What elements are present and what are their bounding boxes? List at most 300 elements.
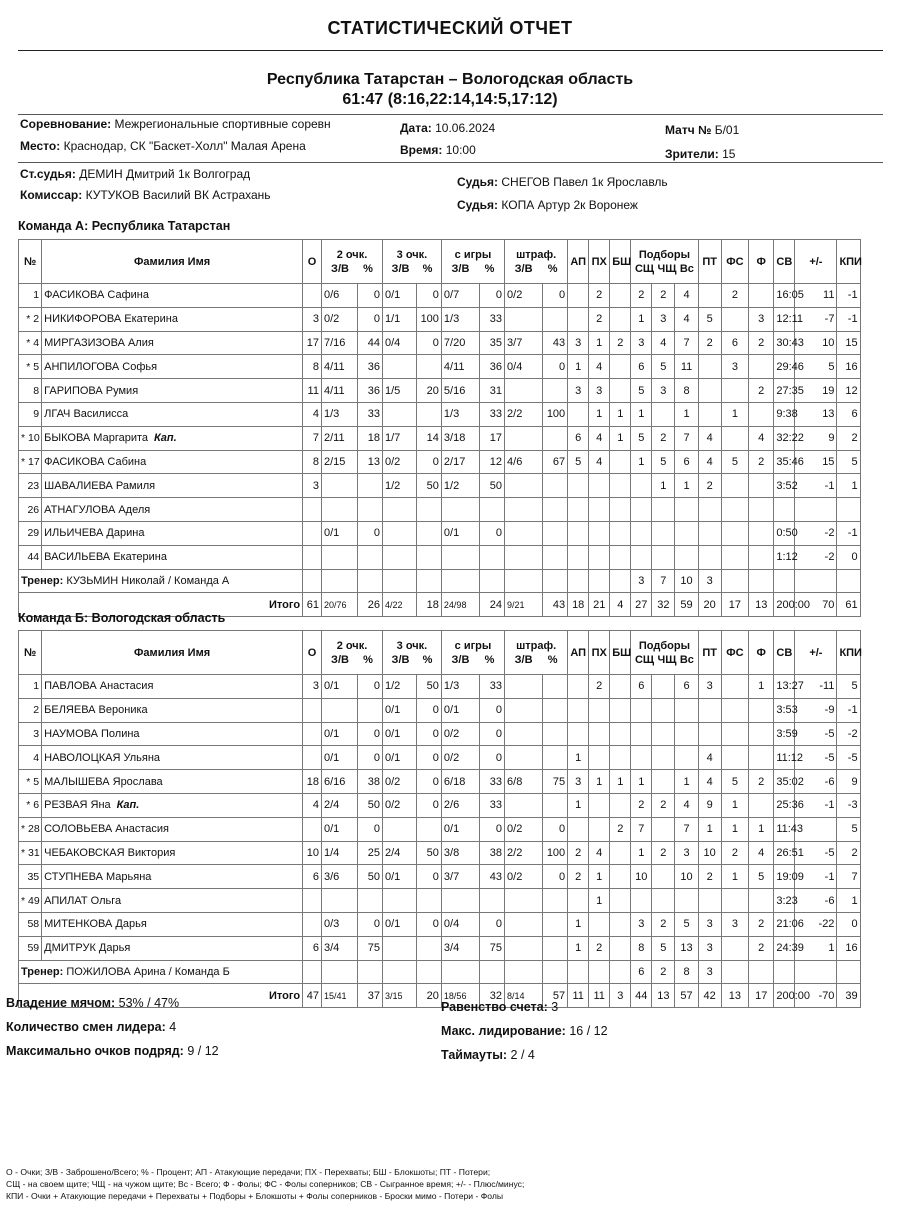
- stat-cell: [749, 474, 774, 498]
- stat-cell: 0: [416, 331, 441, 355]
- stat-cell: 1: [631, 841, 652, 865]
- stat-cell: 0: [542, 355, 567, 379]
- stat-cell: [652, 722, 675, 746]
- stat-cell: 0: [416, 698, 441, 722]
- stat-cell: 0: [357, 307, 382, 331]
- col-header-pf: Ф: [749, 631, 774, 675]
- col-header-blk: БШ: [610, 240, 631, 284]
- stat-cell: 11: [589, 984, 610, 1008]
- player-name-text: АТНАГУЛОВА Аделя: [44, 503, 151, 516]
- max-run: Максимально очков подряд: 9 / 12: [6, 1044, 219, 1058]
- stat-cell: 5: [698, 307, 721, 331]
- stat-cell: 0: [542, 284, 567, 308]
- stat-cell: [441, 960, 479, 984]
- col-header-num: №: [19, 631, 42, 675]
- stat-cell: 3: [631, 912, 652, 936]
- stat-cell: 2: [652, 960, 675, 984]
- stat-cell: 2: [652, 793, 675, 817]
- table-row: [19, 817, 886, 841]
- stat-cell: 2: [749, 770, 774, 794]
- stat-cell: [721, 675, 748, 699]
- stat-cell: [749, 793, 774, 817]
- stat-cell: [479, 545, 504, 569]
- ties: Равенство счета: 3: [441, 1000, 559, 1014]
- stat-cell: 0: [542, 817, 567, 841]
- stat-cell: [383, 545, 417, 569]
- stat-cell: 14: [416, 426, 441, 450]
- stat-cell: [675, 746, 698, 770]
- stat-cell: [610, 698, 631, 722]
- stat-cell: 5: [675, 912, 698, 936]
- stat-cell: [505, 960, 543, 984]
- stat-cell: 8: [303, 450, 322, 474]
- stat-cell: 4/11: [321, 379, 357, 403]
- stat-cell: 3/8: [441, 841, 479, 865]
- stat-cell: [505, 889, 543, 913]
- stat-cell: 36: [479, 355, 504, 379]
- stat-cell: [749, 545, 774, 569]
- stat-cell: 0/1: [321, 722, 357, 746]
- chief-referee: Ст.судья: ДЕМИН Дмитрий 1к Волгоград: [20, 167, 251, 181]
- stat-cell: 0/4: [505, 355, 543, 379]
- stat-cell: [610, 569, 631, 593]
- stat-cell: 0: [416, 793, 441, 817]
- player-name-text: ПАВЛОВА Анастасия: [44, 680, 154, 693]
- stat-cell: 9:38: [774, 402, 795, 426]
- player-name-text: СТУПНЕВА Марьяна: [44, 870, 152, 883]
- stat-cell: 0/2: [505, 817, 543, 841]
- col-header-name: Фамилия Имя: [42, 631, 303, 675]
- col-header-stl: ПХ: [589, 631, 610, 675]
- stat-cell: 11: [568, 984, 589, 1008]
- stat-cell: 4: [589, 450, 610, 474]
- stat-cell: 0: [416, 770, 441, 794]
- stat-cell: [416, 355, 441, 379]
- stat-cell: [589, 722, 610, 746]
- stat-cell: 10: [675, 865, 698, 889]
- stat-cell: 1:12: [774, 545, 795, 569]
- stat-cell: 0: [479, 746, 504, 770]
- stat-cell: [479, 960, 504, 984]
- stat-cell: 32: [479, 984, 504, 1008]
- stat-cell: [303, 284, 322, 308]
- stat-cell: [416, 545, 441, 569]
- stat-cell: 0/3: [321, 912, 357, 936]
- stat-cell: 13: [675, 936, 698, 960]
- stat-cell: 31: [479, 379, 504, 403]
- stat-cell: 43: [479, 865, 504, 889]
- stat-cell: 1: [631, 307, 652, 331]
- stat-cell: [589, 793, 610, 817]
- stat-cell: 100: [416, 307, 441, 331]
- stat-cell: 5: [721, 770, 748, 794]
- col-header-2pt: 2 очк. З/В %: [321, 631, 382, 675]
- stat-cell: [303, 722, 322, 746]
- stat-cell: 1: [589, 865, 610, 889]
- table-row: [19, 426, 886, 450]
- stat-cell: 2: [652, 912, 675, 936]
- stat-cell: [631, 698, 652, 722]
- player-name: [42, 936, 303, 960]
- stat-cell: [416, 569, 441, 593]
- stat-cell: 1: [749, 817, 774, 841]
- table-row: [19, 379, 886, 403]
- player-name-text: БЕЛЯЕВА Вероника: [44, 704, 148, 717]
- stat-cell: 4/22: [383, 593, 417, 617]
- stat-cell: [652, 675, 675, 699]
- table-row: [19, 450, 886, 474]
- stat-cell: [505, 722, 543, 746]
- stat-cell: 0/1: [321, 817, 357, 841]
- player-number: * 5: [19, 770, 42, 794]
- stat-cell: 20: [698, 593, 721, 617]
- stat-cell: 3:53: [774, 698, 795, 722]
- stat-cell: 3: [303, 307, 322, 331]
- stat-cell: 9/21: [505, 593, 543, 617]
- stat-cell: 1: [837, 889, 860, 913]
- stat-cell: 25: [357, 841, 382, 865]
- stat-cell: [542, 474, 567, 498]
- stat-cell: [652, 402, 675, 426]
- stat-cell: [479, 498, 504, 522]
- stat-cell: 13: [357, 450, 382, 474]
- stat-cell: [357, 545, 382, 569]
- stat-cell: [774, 498, 795, 522]
- stat-cell: 3: [721, 355, 748, 379]
- player-name: [42, 746, 303, 770]
- matchup: [0, 70, 900, 110]
- stat-cell: 3: [303, 474, 322, 498]
- col-header-fd: ФС: [721, 631, 748, 675]
- stat-cell: 200:00: [774, 984, 795, 1008]
- stat-cell: 0/1: [383, 722, 417, 746]
- stat-cell: 2: [837, 841, 860, 865]
- stat-cell: 35: [479, 331, 504, 355]
- stat-cell: 4: [749, 426, 774, 450]
- stat-cell: 4: [698, 746, 721, 770]
- stat-cell: 33: [479, 675, 504, 699]
- player-name: [42, 865, 303, 889]
- stat-cell: 42: [698, 984, 721, 1008]
- col-header-rebounds: Подборы СЩ ЧЩ Вс: [631, 240, 698, 284]
- stat-cell: 27: [631, 593, 652, 617]
- player-name: [42, 331, 303, 355]
- col-header-ast: АП: [568, 631, 589, 675]
- stat-cell: 20: [416, 379, 441, 403]
- stat-cell: [610, 307, 631, 331]
- stat-cell: 21:06: [774, 912, 795, 936]
- stat-cell: 4: [675, 284, 698, 308]
- stat-cell: [749, 498, 774, 522]
- table-row: [19, 402, 886, 426]
- stat-cell: 4: [589, 355, 610, 379]
- stat-cell: [416, 936, 441, 960]
- table-row: [19, 889, 886, 913]
- stat-cell: [303, 545, 322, 569]
- stat-cell: 0/2: [321, 307, 357, 331]
- stat-cell: 3/7: [505, 331, 543, 355]
- stat-cell: [721, 936, 748, 960]
- stat-cell: 17: [749, 984, 774, 1008]
- player-name: [42, 355, 303, 379]
- stat-cell: [542, 936, 567, 960]
- stat-cell: [542, 960, 567, 984]
- stat-cell: 1/7: [383, 426, 417, 450]
- stat-cell: 33: [357, 402, 382, 426]
- separator: [18, 114, 883, 115]
- stat-cell: 2: [610, 331, 631, 355]
- stat-cell: [505, 545, 543, 569]
- stat-cell: 3: [698, 960, 721, 984]
- stat-cell: 9: [837, 770, 860, 794]
- player-name-text: ФАСИКОВА Сафина: [44, 289, 149, 302]
- stat-cell: -3: [837, 793, 860, 817]
- date: Дата: 10.06.2024: [400, 121, 496, 135]
- stat-cell: 1: [837, 474, 860, 498]
- stat-cell: 7/16: [321, 331, 357, 355]
- stat-cell: 1: [568, 912, 589, 936]
- stat-cell: [721, 307, 748, 331]
- stat-cell: [589, 521, 610, 545]
- stat-cell: 50: [357, 793, 382, 817]
- stat-cell: [610, 793, 631, 817]
- player-name-text: НАУМОВА Полина: [44, 727, 140, 740]
- col-header-3pt: 3 очк. З/В %: [383, 240, 442, 284]
- stat-cell: [357, 569, 382, 593]
- player-number: 35: [19, 865, 42, 889]
- stat-cell: 0/1: [441, 817, 479, 841]
- stat-cell: [721, 960, 748, 984]
- stat-cell: 75: [357, 936, 382, 960]
- stat-cell: 0: [416, 746, 441, 770]
- stat-cell: 1: [568, 355, 589, 379]
- stat-cell: [610, 355, 631, 379]
- stat-cell: 3: [631, 569, 652, 593]
- stat-cell: 16: [837, 355, 860, 379]
- stat-cell: 8: [675, 960, 698, 984]
- player-number: 1: [19, 675, 42, 699]
- table-row: [19, 474, 886, 498]
- stat-cell: 20: [416, 984, 441, 1008]
- stat-cell: 4: [698, 450, 721, 474]
- stat-cell: 0: [416, 722, 441, 746]
- player-number: 3: [19, 722, 42, 746]
- stat-cell: 2: [749, 331, 774, 355]
- table-row: [19, 793, 886, 817]
- stat-cell: 13: [749, 593, 774, 617]
- stat-cell: [675, 722, 698, 746]
- legend: [6, 1166, 896, 1202]
- stat-cell: [383, 355, 417, 379]
- stat-cell: [542, 793, 567, 817]
- stat-cell: 4: [652, 331, 675, 355]
- stat-cell: 2: [631, 284, 652, 308]
- stat-cell: [698, 521, 721, 545]
- player-name: [42, 675, 303, 699]
- stat-cell: -6: [795, 770, 837, 794]
- stat-cell: -7: [795, 307, 837, 331]
- player-name: [42, 722, 303, 746]
- stat-cell: 2: [589, 284, 610, 308]
- stat-cell: [568, 675, 589, 699]
- player-number: 4: [19, 746, 42, 770]
- stat-cell: 1/2: [383, 675, 417, 699]
- stat-cell: [357, 698, 382, 722]
- stat-cell: [631, 722, 652, 746]
- stat-cell: 67: [542, 450, 567, 474]
- player-number: * 28: [19, 817, 42, 841]
- stat-cell: [479, 569, 504, 593]
- stat-cell: 4: [303, 402, 322, 426]
- stat-cell: 3: [652, 307, 675, 331]
- legend-line-2: СЩ - на своем щите; ЧЩ - на чужом щите; Вс - Всего; Ф - Фолы; ФС - Фолы соперников; СВ - Сыгранное время; +/- - Плюс/минус;: [6, 1179, 525, 1189]
- stat-cell: 5: [837, 450, 860, 474]
- stat-cell: 19: [795, 379, 837, 403]
- player-number: * 6: [19, 793, 42, 817]
- stat-cell: [568, 284, 589, 308]
- stat-cell: 3/15: [383, 984, 417, 1008]
- stat-cell: 2/4: [383, 841, 417, 865]
- stat-cell: 0: [416, 284, 441, 308]
- stat-cell: 2/11: [321, 426, 357, 450]
- stat-cell: [749, 284, 774, 308]
- player-number: * 4: [19, 331, 42, 355]
- stat-cell: [795, 498, 837, 522]
- stat-cell: 8/14: [505, 984, 543, 1008]
- stat-cell: 1: [675, 770, 698, 794]
- stat-cell: [441, 569, 479, 593]
- stat-cell: [505, 912, 543, 936]
- stat-cell: -1: [837, 307, 860, 331]
- stat-cell: -5: [837, 746, 860, 770]
- stat-cell: [505, 746, 543, 770]
- timeouts: Таймауты: 2 / 4: [441, 1048, 535, 1062]
- stat-cell: 4: [698, 770, 721, 794]
- stat-cell: 61: [303, 593, 322, 617]
- stat-cell: [749, 889, 774, 913]
- stat-cell: 1: [589, 331, 610, 355]
- col-header-fd: ФС: [721, 240, 748, 284]
- stat-cell: [589, 474, 610, 498]
- table-row: [19, 722, 886, 746]
- stat-cell: 5: [837, 817, 860, 841]
- stat-cell: 15: [837, 331, 860, 355]
- stat-cell: [357, 498, 382, 522]
- table-row: [19, 675, 886, 699]
- stat-cell: [416, 889, 441, 913]
- stat-cell: -1: [795, 474, 837, 498]
- stat-cell: -11: [795, 675, 837, 699]
- player-name-text: ГАРИПОВА Румия: [44, 384, 139, 397]
- stat-cell: -2: [837, 722, 860, 746]
- stat-cell: 11: [675, 355, 698, 379]
- stat-cell: 2: [589, 307, 610, 331]
- stat-cell: 5: [652, 936, 675, 960]
- stat-cell: [631, 889, 652, 913]
- stat-cell: [505, 936, 543, 960]
- stat-cell: 35:02: [774, 770, 795, 794]
- table-row: [19, 936, 886, 960]
- stat-cell: 75: [542, 770, 567, 794]
- stat-cell: [749, 402, 774, 426]
- stat-cell: 26:51: [774, 841, 795, 865]
- stat-cell: 100: [542, 841, 567, 865]
- stat-cell: 12:11: [774, 307, 795, 331]
- stat-cell: 19:09: [774, 865, 795, 889]
- col-header-pf: Ф: [749, 240, 774, 284]
- stat-cell: 3/18: [441, 426, 479, 450]
- stat-cell: 36: [357, 379, 382, 403]
- stat-cell: 0/1: [383, 698, 417, 722]
- stat-cell: 0/1: [441, 521, 479, 545]
- col-header-fg: с игры З/В %: [441, 631, 504, 675]
- match-number: Матч № Б/01: [665, 123, 740, 137]
- stat-cell: [505, 521, 543, 545]
- stat-cell: [568, 545, 589, 569]
- stat-cell: [610, 284, 631, 308]
- stat-cell: 0/1: [383, 284, 417, 308]
- player-name: [42, 426, 303, 450]
- stat-cell: [303, 746, 322, 770]
- stat-cell: 2/15: [321, 450, 357, 474]
- stat-cell: 0/7: [441, 284, 479, 308]
- stat-cell: 2: [652, 284, 675, 308]
- stat-cell: [795, 569, 837, 593]
- stat-cell: [383, 889, 417, 913]
- stat-cell: [416, 521, 441, 545]
- stat-cell: [721, 889, 748, 913]
- stat-cell: [698, 498, 721, 522]
- player-number: 8: [19, 379, 42, 403]
- col-header-pm: +/-: [795, 631, 837, 675]
- stat-cell: 43: [542, 593, 567, 617]
- stat-cell: 50: [416, 675, 441, 699]
- stat-cell: [721, 722, 748, 746]
- stat-cell: [568, 960, 589, 984]
- stat-cell: [652, 545, 675, 569]
- stat-cell: 3: [610, 984, 631, 1008]
- stat-cell: [721, 698, 748, 722]
- col-header-stl: ПХ: [589, 240, 610, 284]
- stat-cell: -5: [795, 722, 837, 746]
- stat-cell: [610, 746, 631, 770]
- team-b-title: Команда Б: Вологодская область: [18, 611, 226, 625]
- stat-cell: 2: [698, 331, 721, 355]
- stat-cell: [652, 770, 675, 794]
- report-title: СТАТИСТИЧЕСКИЙ ОТЧЕТ: [327, 18, 573, 38]
- stat-cell: 13: [721, 984, 748, 1008]
- stat-cell: [721, 379, 748, 403]
- stat-cell: [303, 817, 322, 841]
- stat-cell: 1: [631, 402, 652, 426]
- stat-cell: 4: [303, 793, 322, 817]
- stat-cell: 24: [479, 593, 504, 617]
- stat-cell: [303, 698, 322, 722]
- stat-cell: 1: [589, 770, 610, 794]
- team-b-table: [18, 630, 886, 1008]
- player-name-text: ШАВАЛИЕВА Рамиля: [44, 479, 156, 492]
- team-a-title: Команда А: Республика Татарстан: [18, 219, 231, 233]
- stat-cell: [610, 960, 631, 984]
- stat-cell: 3: [568, 770, 589, 794]
- stat-cell: [589, 698, 610, 722]
- stat-cell: 0/4: [441, 912, 479, 936]
- stat-cell: 17: [721, 593, 748, 617]
- stat-cell: 0/1: [321, 521, 357, 545]
- stat-cell: 0/1: [321, 746, 357, 770]
- player-name: [42, 841, 303, 865]
- captain-mark: Кап.: [116, 799, 140, 812]
